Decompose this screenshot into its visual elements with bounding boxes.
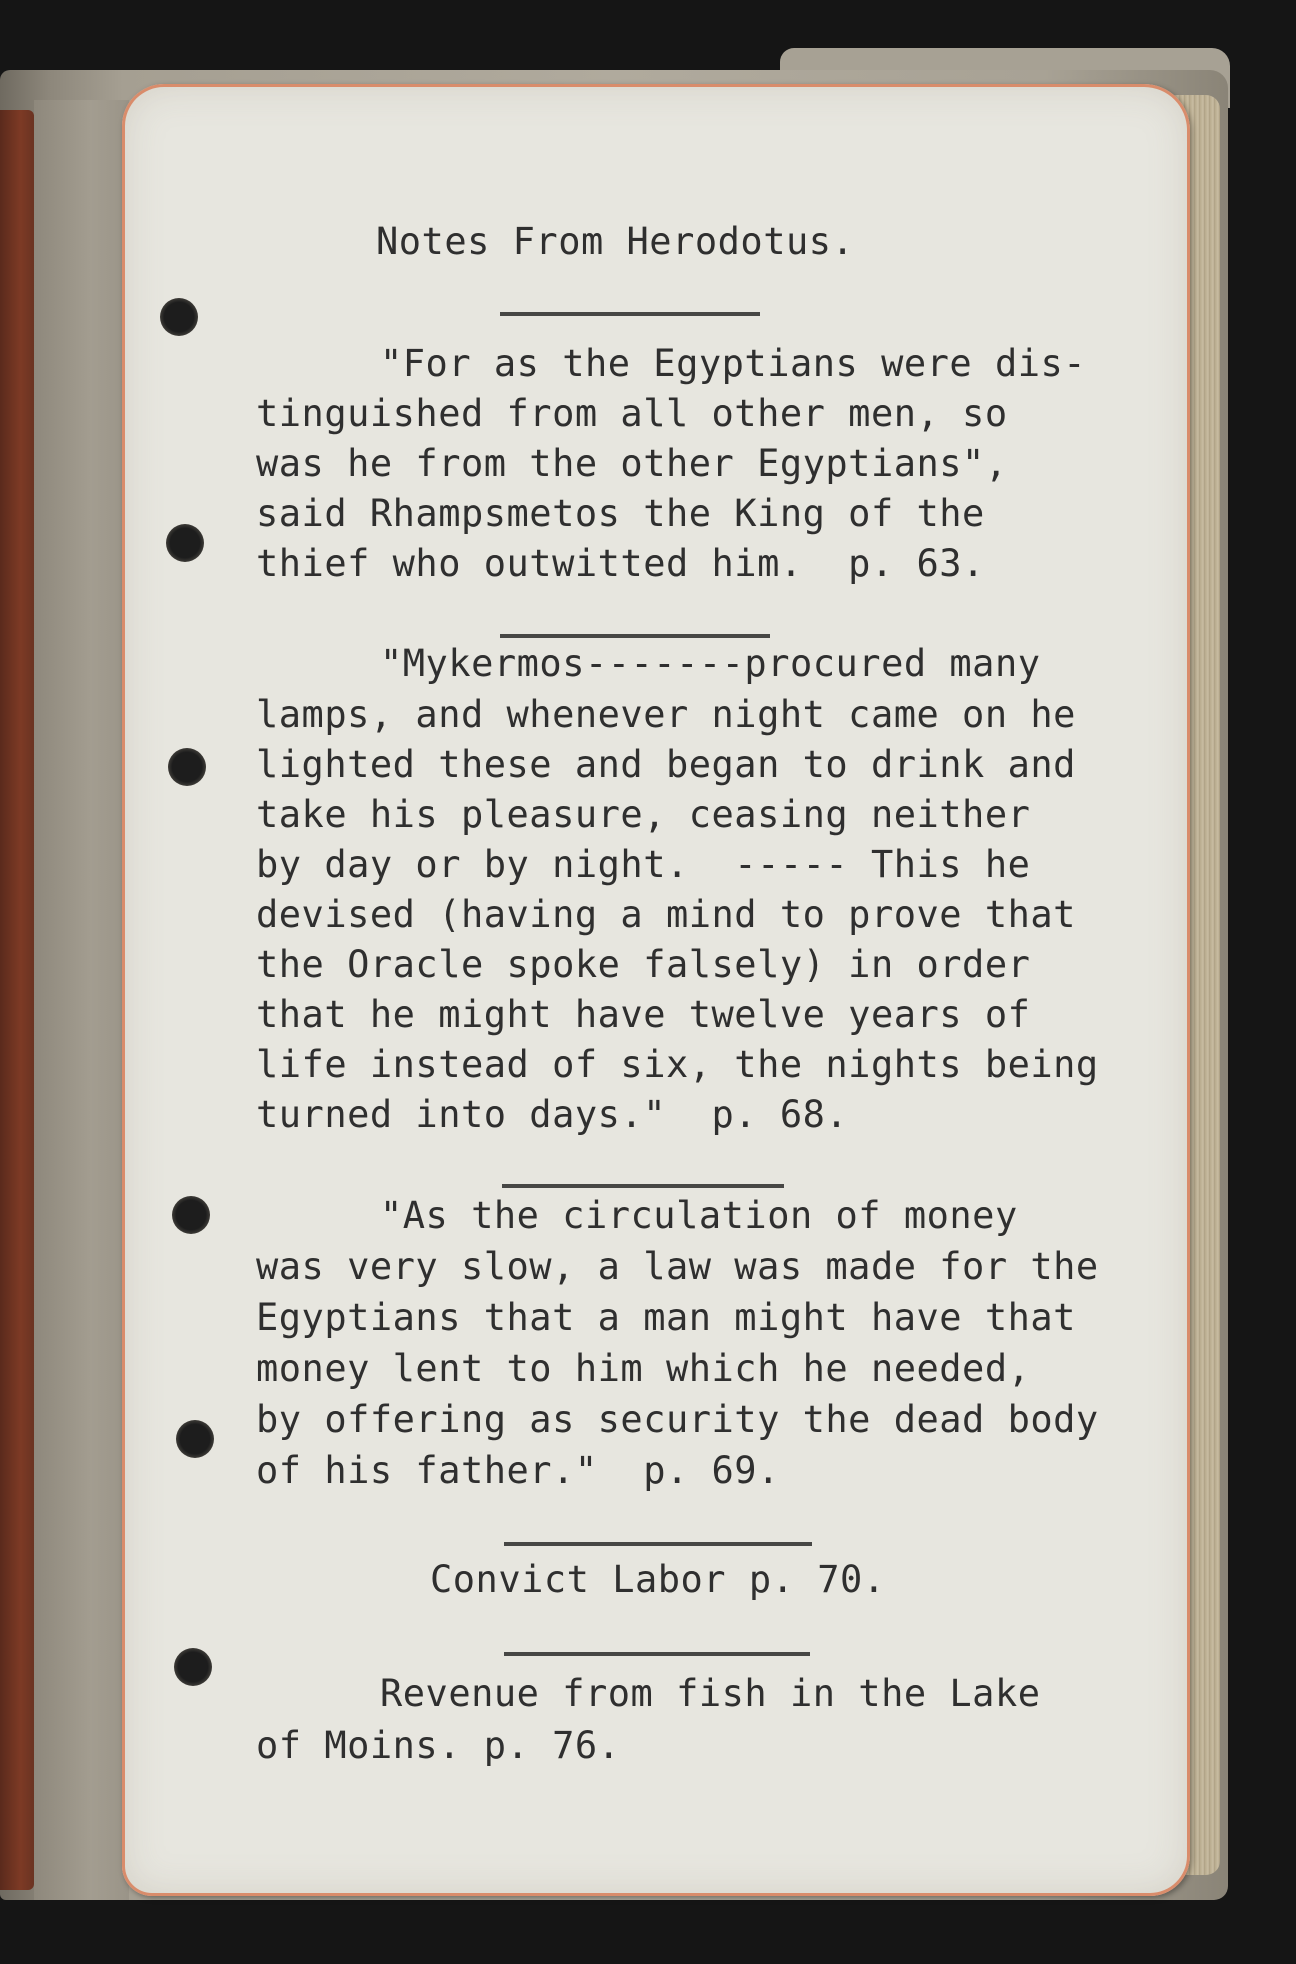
passage-line: tinguished from all other men, so [256, 392, 1008, 435]
passage-line: the Oracle spoke falsely) in order [256, 943, 1031, 986]
passage-line: "Mykermos-------procured many [380, 642, 1041, 685]
passage-line: turned into days." p. 68. [256, 1093, 849, 1136]
passage-line: Egyptians that a man might have that [256, 1296, 1076, 1339]
passage-line: "For as the Egyptians were dis- [380, 342, 1087, 385]
passage-line: that he might have twelve years of [256, 993, 1031, 1036]
passage-line: "As the circulation of money [380, 1194, 1018, 1237]
divider-rule [504, 1542, 812, 1546]
passage-line: money lent to him which he needed, [256, 1347, 1031, 1390]
divider-rule [504, 1652, 810, 1656]
passage-line: was he from the other Egyptians", [256, 442, 1008, 485]
divider-rule [500, 312, 760, 316]
passage-line: said Rhampsmetos the King of the [256, 492, 985, 535]
passage-line: take his pleasure, ceasing neither [256, 793, 1031, 836]
page-title: Notes From Herodotus. [376, 220, 855, 263]
passage-line: lighted these and began to drink and [256, 743, 1076, 786]
passage-line: of Moins. p. 76. [256, 1724, 621, 1767]
convict-labor-note: Convict Labor p. 70. [430, 1558, 886, 1601]
passage-line: by offering as security the dead body [256, 1398, 1099, 1441]
passage-line: thief who outwitted him. p. 63. [256, 542, 985, 585]
passage-line: by day or by night. ----- This he [256, 843, 1031, 886]
divider-rule [502, 1184, 784, 1188]
passage-line: life instead of six, the nights being [256, 1043, 1099, 1086]
passage-line: Revenue from fish in the Lake [380, 1672, 1041, 1715]
passage-line: was very slow, a law was made for the [256, 1245, 1099, 1288]
passage-line: devised (having a mind to prove that [256, 893, 1076, 936]
passage-line: of his father." p. 69. [256, 1449, 780, 1492]
passage-line: lamps, and whenever night came on he [256, 693, 1076, 736]
divider-rule [500, 634, 770, 638]
